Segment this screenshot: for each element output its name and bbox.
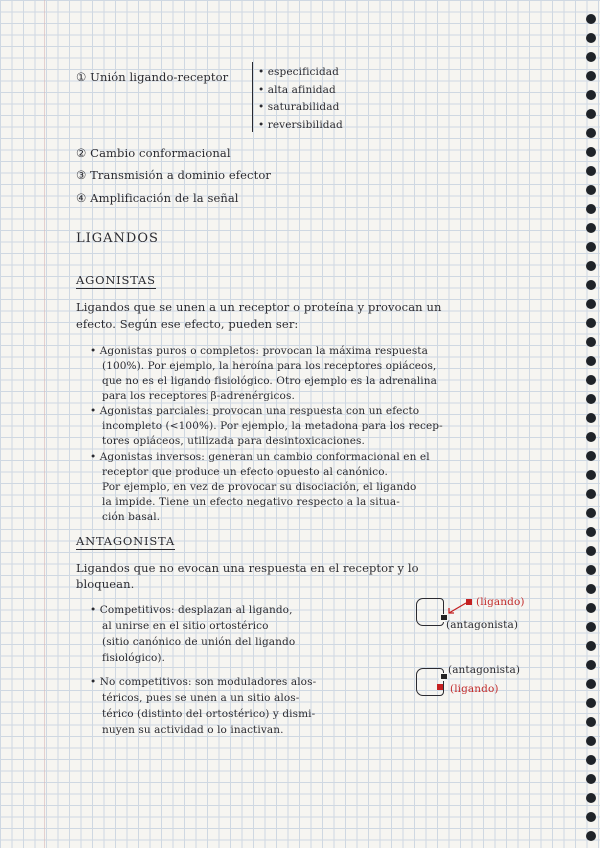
spiral-hole [586, 584, 596, 594]
spiral-binding [580, 0, 600, 848]
spiral-hole [586, 679, 596, 689]
property-1: • especificidad [258, 66, 339, 78]
spiral-hole [586, 204, 596, 214]
agonist-line: que no es el ligando fisiológico. Otro ejemplo es la adrenalina [102, 375, 437, 387]
step-3: ③ Transmisión a dominio efector [76, 168, 271, 182]
spiral-hole [586, 774, 596, 784]
competitivos-line: al unirse en el sitio ortostérico [102, 620, 269, 632]
step-2: ② Cambio conformacional [76, 146, 231, 160]
ligand-square [437, 684, 443, 690]
step-1: ① Unión ligando-receptor [76, 70, 229, 84]
label-antagonista-2: (antagonista) [448, 664, 521, 676]
label-ligando-1: (ligando) [476, 596, 525, 608]
step-4: ④ Amplificación de la señal [76, 191, 239, 205]
receptor-shape-competitive [416, 598, 444, 626]
agonistas-heading [76, 273, 156, 287]
agonist-line: • Agonistas inversos: generan un cambio conformacional en el [90, 451, 430, 463]
spiral-hole [586, 33, 596, 43]
margin-line [44, 0, 45, 848]
agonistas-intro-2: efecto. Según ese efecto, pueden ser: [76, 317, 299, 331]
spiral-hole [586, 52, 596, 62]
spiral-hole [586, 470, 596, 480]
spiral-hole [586, 14, 596, 24]
spiral-hole [586, 375, 596, 385]
agonist-line: • Agonistas puros o completos: provocan la máxima respuesta [90, 345, 428, 357]
antagonista-heading-text: ANTAGONISTA [76, 534, 175, 548]
spiral-hole [586, 603, 596, 613]
spiral-hole [586, 622, 596, 632]
property-4: • reversibilidad [258, 119, 343, 131]
no-competitivos-line: téricos, pues se unen a un sitio alos- [102, 692, 300, 704]
spiral-hole [586, 489, 596, 499]
spiral-hole [586, 432, 596, 442]
agonistas-heading-text: AGONISTAS [76, 273, 156, 287]
spiral-hole [586, 223, 596, 233]
competitivos-line: (sitio canónico de unión del ligando [102, 636, 296, 648]
antagonista-intro-2: bloquean. [76, 577, 135, 591]
spiral-hole [586, 565, 596, 575]
spiral-hole [586, 337, 596, 347]
section-title: LIGANDOS [76, 231, 159, 246]
no-competitivos-line: térico (distinto del ortostérico) y dismi- [102, 708, 316, 720]
spiral-hole [586, 451, 596, 461]
spiral-hole [586, 812, 596, 822]
agonist-line: Por ejemplo, en vez de provocar su disociación, el ligando [102, 481, 417, 493]
spiral-hole [586, 831, 596, 841]
spiral-hole [586, 394, 596, 404]
spiral-hole [586, 755, 596, 765]
spiral-hole [586, 508, 596, 518]
spiral-hole [586, 356, 596, 366]
displacement-arrow-icon [446, 600, 470, 618]
agonist-line: (100%). Por ejemplo, la heroína para los receptores opiáceos, [102, 360, 437, 372]
spiral-hole [586, 413, 596, 423]
agonist-line: tores opiáceos, utilizada para desintoxicaciones. [102, 435, 365, 447]
agonist-line: receptor que produce un efecto opuesto al canónico. [102, 466, 388, 478]
antagonist-block [441, 674, 447, 679]
spiral-hole [586, 71, 596, 81]
spiral-hole [586, 242, 596, 252]
spiral-hole [586, 641, 596, 651]
spiral-hole [586, 546, 596, 556]
spiral-hole [586, 90, 596, 100]
receptor-shape-noncompetitive [416, 668, 444, 696]
agonist-line: la impide. Tiene un efecto negativo respecto a la situa- [102, 496, 400, 508]
spiral-hole [586, 527, 596, 537]
agonist-line: ción basal. [102, 511, 161, 523]
spiral-hole [586, 698, 596, 708]
agonist-line: • Agonistas parciales: provocan una respuesta con un efecto [90, 405, 420, 417]
spiral-hole [586, 185, 596, 195]
antagonista-intro-1: Ligandos que no evocan una respuesta en el receptor y lo [76, 561, 419, 575]
property-2: • alta afinidad [258, 84, 336, 96]
spiral-hole [586, 717, 596, 727]
spiral-hole [586, 261, 596, 271]
competitivos-line: • Competitivos: desplazan al ligando, [90, 604, 293, 616]
spiral-hole [586, 147, 596, 157]
label-ligando-2: (ligando) [450, 683, 499, 695]
spiral-hole [586, 736, 596, 746]
agonist-line: para los receptores β-adrenérgicos. [102, 390, 295, 402]
agonist-line: incompleto (<100%). Por ejemplo, la metadona para los recep- [102, 420, 443, 432]
spiral-hole [586, 660, 596, 670]
property-3: • saturabilidad [258, 101, 340, 113]
spiral-hole [586, 280, 596, 290]
spiral-hole [586, 793, 596, 803]
spiral-hole [586, 128, 596, 138]
label-antagonista-1: (antagonista) [446, 619, 519, 631]
no-competitivos-line: • No competitivos: son moduladores alos- [90, 676, 317, 688]
antagonista-heading [76, 534, 175, 548]
spiral-hole [586, 109, 596, 119]
competitivos-line: fisiológico). [102, 652, 166, 664]
agonistas-intro-1: Ligandos que se unen a un receptor o proteína y provocan un [76, 300, 442, 314]
spiral-hole [586, 299, 596, 309]
no-competitivos-line: nuyen su actividad o lo inactivan. [102, 724, 284, 736]
spiral-hole [586, 166, 596, 176]
spiral-hole [586, 318, 596, 328]
